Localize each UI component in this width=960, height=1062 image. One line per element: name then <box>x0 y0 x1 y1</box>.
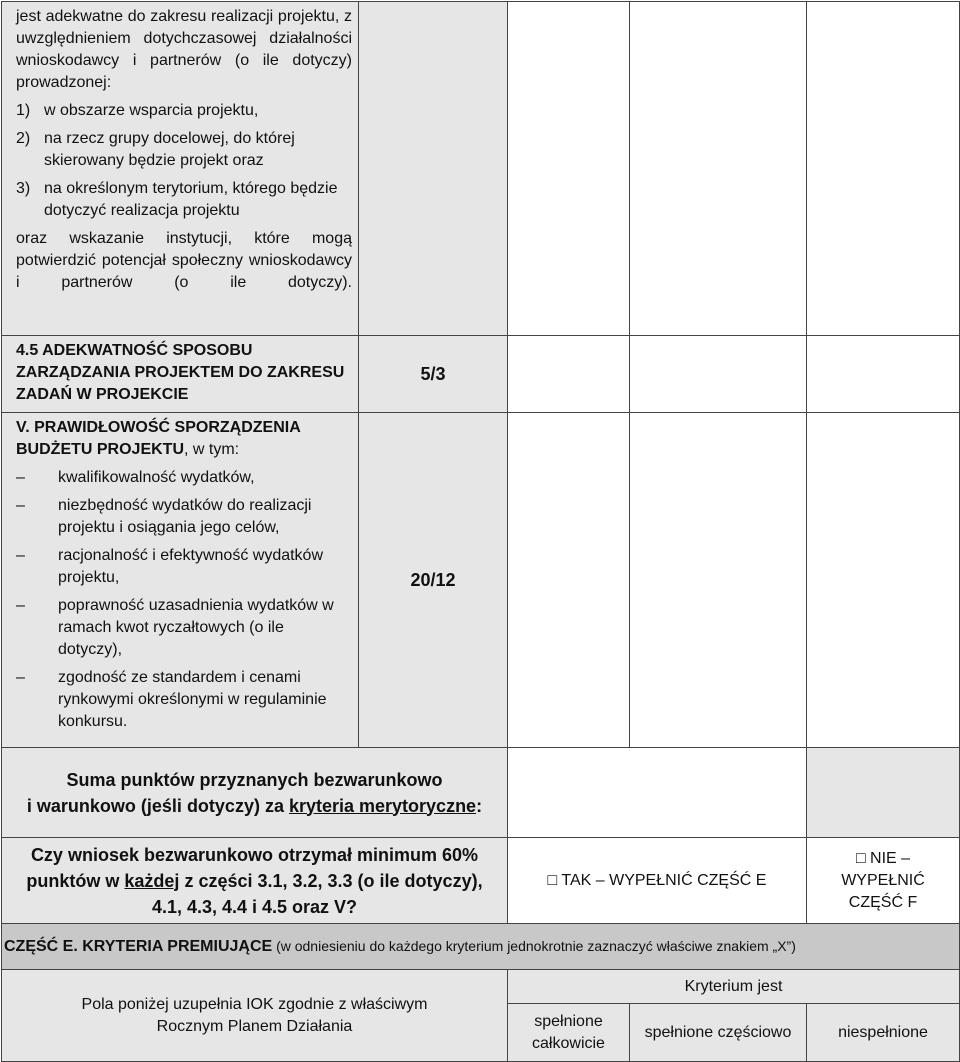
list-item <box>16 595 352 661</box>
criterion-is-header: Kryterium jest <box>508 970 960 1004</box>
criterion-description-cell <box>2 2 359 336</box>
list-item-number: 3) <box>16 180 31 197</box>
assessment-table <box>1 1 960 1062</box>
list-item-text: na określonym terytorium, którego będzie dotyczyć realizacja projektu <box>44 180 338 219</box>
list-item-text: w obszarze wsparcia projektu, <box>44 102 259 119</box>
part-e-header <box>2 924 960 970</box>
dash-bullet: – <box>16 597 25 614</box>
sum-input-cell[interactable] <box>508 748 807 838</box>
question-underlined: każdej <box>124 870 180 891</box>
criterion-title: 4.5 ADEKWATNOŚĆ SPOSOBU ZARZĄDZANIA PROJEKTEM DO ZAKRESU ZADAŃ W PROJEKCIE <box>16 342 345 403</box>
part-e-instruction: (w odniesieniu do każdego kryterium jednokrotnie zaznaczyć właściwe znakiem „X”) <box>272 938 796 954</box>
col-fully-met: spełnione całkowicie <box>508 1004 630 1062</box>
question-text: Czy wniosek bezwarunkowo otrzymał minimum 60% punktów w <box>26 844 479 891</box>
list-item <box>16 467 352 489</box>
part-e-header-row <box>2 924 960 970</box>
list-item <box>16 128 352 172</box>
list-item-text: niezbędność wydatków do realizacji projektu i osiągania jego celów, <box>58 497 312 536</box>
input-cell[interactable] <box>508 413 630 748</box>
list-item-number: 1) <box>16 102 31 119</box>
input-cell[interactable] <box>630 2 807 336</box>
criterion-title-cell <box>2 336 359 413</box>
col-not-met: niespełnione <box>807 1004 960 1062</box>
no-checkbox-option[interactable]: □ NIE – WYPEŁNIĆ CZĘŚĆ F <box>807 838 960 924</box>
list-item <box>16 178 352 222</box>
list-item-text: poprawność uzasadnienia wydatków w ramach kwot ryczałtowych (o ile dotyczy), <box>58 597 334 658</box>
input-cell[interactable] <box>807 413 960 748</box>
input-cell[interactable] <box>807 336 960 413</box>
list-item-text: zgodność ze standardem i cenami rynkowymi określonymi w regulaminie konkursu. <box>58 669 327 730</box>
dash-bullet: – <box>16 469 25 486</box>
list-item-text: racjonalność i efektywność wydatków projektu, <box>58 547 324 586</box>
sum-line-2-text: i warunkowo (jeśli dotyczy) za <box>26 795 289 816</box>
threshold-question-row <box>2 838 960 924</box>
criterion-title-bold: V. PRAWIDŁOWOŚĆ SPORZĄDZENIA BUDŻETU PROJEKTU <box>16 419 301 458</box>
score-cell-empty <box>359 2 508 336</box>
list-item-text: kwalifikowalność wydatków, <box>58 469 255 486</box>
max-min-score: 20/12 <box>359 413 508 748</box>
criterion-intro-text: jest adekwatne do zakresu realizacji projektu, z uwzględnieniem dotychczasowej działalności wnioskodawcy i partnerów (o ile dotyczy) prowadzonej: <box>16 8 352 91</box>
sum-line-2-underlined: kryteria merytoryczne <box>288 795 477 816</box>
sum-row <box>2 748 960 838</box>
criterion-description-cell <box>2 413 359 748</box>
input-cell[interactable] <box>807 2 960 336</box>
criterion-row-v <box>2 413 960 748</box>
dash-bullet: – <box>16 497 25 514</box>
sum-line-2 <box>2 793 507 819</box>
list-item <box>16 100 352 122</box>
sum-empty-cell <box>807 748 960 838</box>
sum-label-cell <box>2 748 508 838</box>
list-item-number: 2) <box>16 130 31 147</box>
footer-row-1 <box>2 970 960 1004</box>
part-e-title: CZĘŚĆ E. KRYTERIA PREMIUJĄCE <box>4 938 273 955</box>
criterion-title-rest: , w tym: <box>184 441 240 458</box>
dash-bullet: – <box>16 547 25 564</box>
list-item-text: na rzecz grupy docelowej, do której skierowany będzie projekt oraz <box>44 130 295 169</box>
criterion-outro-text: oraz wskazanie instytucji, które mogą potwierdzić potencjał społeczny wnioskodawcy i partnerów (o ile dotyczy). <box>16 230 352 291</box>
question-text-end: z części 3.1, 3.2, 3.3 (o ile dotyczy), 4.1, 4.3, 4.4 i 4.5 oraz V? <box>151 870 483 917</box>
criterion-row-4-4 <box>2 2 960 336</box>
max-min-score: 5/3 <box>359 336 508 413</box>
sum-line-1: Suma punktów przyznanych bezwarunkowo <box>66 769 443 790</box>
list-item <box>16 545 352 589</box>
list-item <box>16 495 352 539</box>
threshold-question-cell <box>2 838 508 924</box>
input-cell[interactable] <box>508 336 630 413</box>
input-cell[interactable] <box>508 2 630 336</box>
input-cell[interactable] <box>630 336 807 413</box>
criterion-title <box>16 417 352 461</box>
dash-bullet: – <box>16 669 25 686</box>
sum-line-2-end: : <box>476 795 483 816</box>
input-cell[interactable] <box>630 413 807 748</box>
yes-checkbox-option[interactable]: □ TAK – WYPEŁNIĆ CZĘŚĆ E <box>508 838 807 924</box>
iok-note-cell: Pola poniżej uzupełnia IOK zgodnie z właściwym Rocznym Planem Działania <box>2 970 508 1062</box>
col-partially-met: spełnione częściowo <box>630 1004 807 1062</box>
criterion-row-4-5 <box>2 336 960 413</box>
list-item <box>16 667 352 733</box>
